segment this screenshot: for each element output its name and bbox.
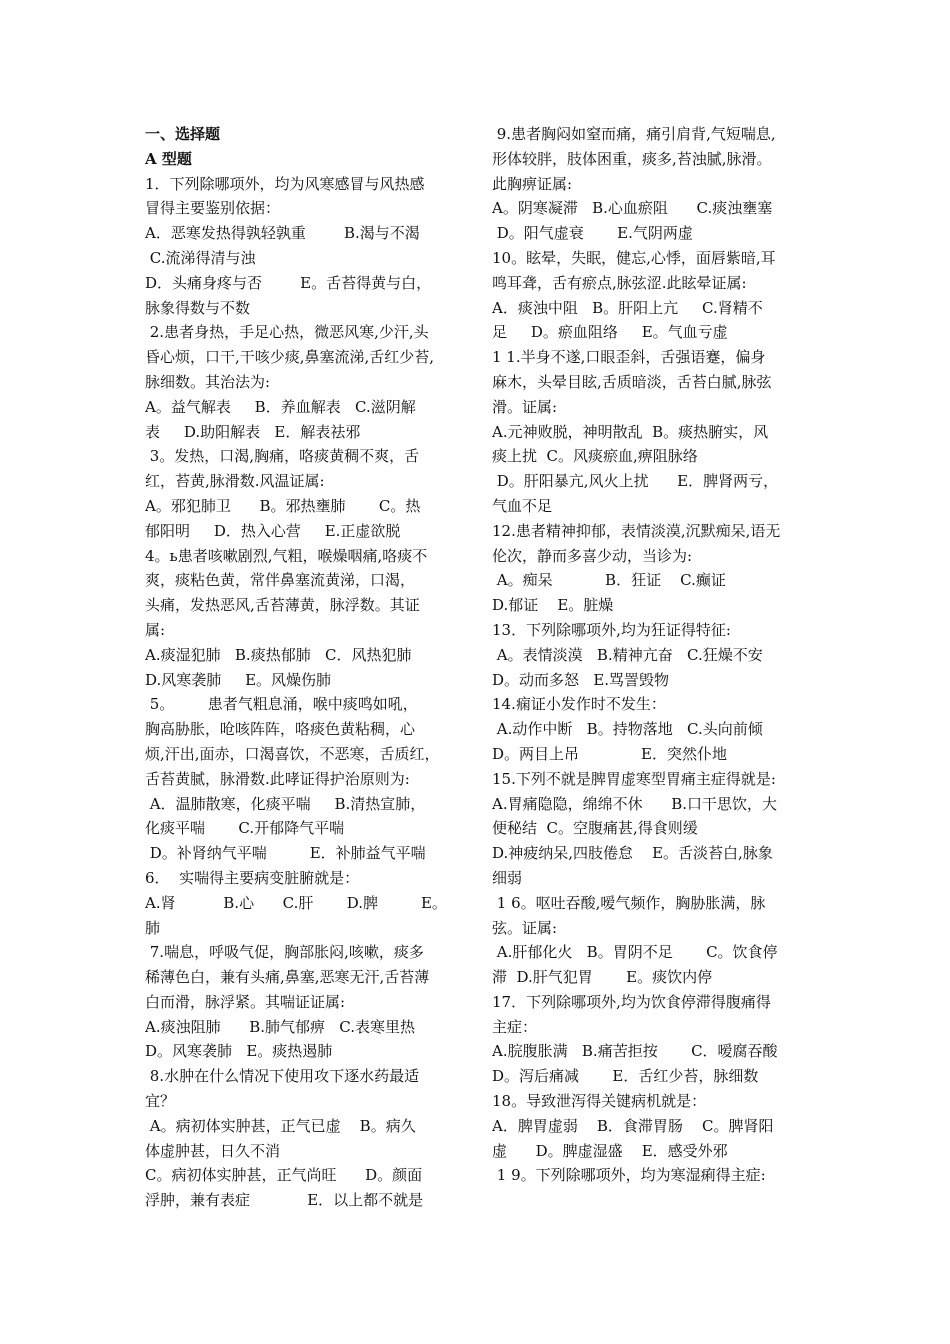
right-line: 12.患者精神抑郁，表情淡漠,沉默痴呆,语无	[492, 521, 781, 540]
right-line: A.元神败脱，神明散乱 B。痰热腑实，风	[492, 422, 769, 441]
right-line: A。痴呆 B．狂证 C.癫证	[492, 571, 726, 590]
right-line: D。泻后痛减 E．舌红少苔，脉细数	[492, 1067, 759, 1086]
right-line: 18。导致泄泻得关键病机就是：	[492, 1092, 707, 1111]
right-line: 弦。证属:	[492, 918, 558, 937]
right-line: 1 6。呕吐吞酸,嗳气频作，胸胁胀满，脉	[492, 893, 766, 912]
right-line: D。动而多怒 E.骂詈毁物	[492, 670, 670, 689]
left-line: 舌苔黄腻，脉滑数.此哮证得护治原则为:	[145, 769, 410, 788]
right-line: A.脘腹胀满 B.痛苦拒按 C．嗳腐吞酸	[492, 1042, 778, 1061]
left-line: 昏心烦，口干,干咳少痰,鼻塞流涕,舌红少苔,	[145, 348, 435, 367]
right-line: A.胃痛隐隐，绵绵不休 B.口干思饮，大	[492, 794, 778, 813]
right-line: 形体较胖，肢体困重，痰多,苔浊腻,脉滑。	[492, 149, 772, 168]
left-line: 属:	[145, 620, 166, 639]
left-line: 稀薄色白，兼有头痛,鼻塞,恶寒无汗,舌苔薄	[145, 968, 430, 987]
right-line: 痰上扰 C。风痰瘀血,痹阻脉络	[492, 447, 698, 466]
right-line: A．痰浊中阻 B。肝阳上亢 C.肾精不	[492, 298, 763, 317]
left-line: A．温肺散寒，化痰平喘 B.清热宣肺，	[145, 794, 426, 813]
left-line: 5。 患者气粗息涌，喉中痰鸣如吼，	[145, 695, 418, 714]
right-line: 滞 D.肝气犯胃 E。痰饮内停	[492, 968, 713, 987]
left-line: 头痛，发热恶风,舌苔薄黄，脉浮数。其证	[145, 596, 420, 615]
left-line: 宜？	[145, 1092, 176, 1111]
right-line: 气血不足	[492, 496, 553, 515]
left-line: 脉象得数与不数	[145, 298, 251, 317]
right-line: 麻木，头晕目眩,舌质暗淡，舌苔白腻,脉弦	[492, 372, 772, 391]
right-line: 伦次，静而多喜少动，当诊为:	[492, 546, 693, 565]
left-line: A.痰湿犯肺 B.痰热郁肺 C．风热犯肺	[145, 645, 412, 664]
left-line: 表 D.助阳解表 E．解表祛邪	[145, 422, 361, 441]
right-line: D。肝阳暴亢,风火上扰 E．脾肾两亏，	[492, 472, 779, 491]
left-line: D.风寒袭肺 E。风燥伤肺	[145, 670, 332, 689]
left-line: 浮肿，兼有表症 E．以上都不就是	[145, 1191, 424, 1210]
right-line: 9.患者胸闷如窒而痛，痛引肩背,气短喘息,	[492, 125, 776, 143]
left-line: A。邪犯肺卫 B。邪热壅肺 C。热	[145, 496, 421, 515]
left-line: 体虚肿甚，日久不消	[145, 1141, 281, 1160]
left-line: A。病初体实肿甚，正气已虚 B。病久	[145, 1116, 416, 1135]
left-line: 脉细数。其治法为:	[145, 372, 271, 391]
left-line: A．恶寒发热得孰轻孰重 B.渴与不渴	[145, 224, 420, 243]
left-line: 1．下列除哪项外，均为风寒感冒与风热感	[145, 174, 425, 193]
left-line: 肺	[145, 918, 161, 937]
left-line: 胸高胁胀，呛咳阵阵，咯痰色黄粘稠，心	[145, 720, 416, 739]
left-line: 7.喘息，呼吸气促，胸部胀闷,咳嗽，痰多	[145, 943, 424, 962]
right-line: 主症：	[492, 1017, 538, 1036]
left-line: C.流涕得清与浊	[145, 248, 256, 267]
right-line: A.肝郁化火 B。胃阴不足 C。饮食停	[492, 943, 778, 962]
right-line: 1 9。下列除哪项外，均为寒湿痢得主症:	[492, 1166, 766, 1185]
left-line: 3。发热，口渴,胸痛，咯痰黄稠不爽，舌	[145, 447, 420, 466]
right-line: 此胸痹证属:	[492, 174, 573, 193]
left-line: 红，苔黄,脉滑数.风温证属:	[145, 472, 325, 491]
right-line: A。阴寒凝滞 B.心血瘀阻 C.痰浊壅塞	[492, 199, 773, 218]
right-line: 15.下列不就是脾胃虚寒型胃痛主症得就是:	[492, 769, 776, 788]
left-line: D。风寒袭肺 E。痰热遏肺	[145, 1042, 333, 1061]
right-line: D.郁证 E。脏燥	[492, 596, 614, 615]
right-line: A.动作中断 B。持物落地 C.头向前倾	[492, 720, 763, 739]
left-line: 4。ь患者咳嗽剧烈,气粗，喉燥咽痛,咯痰不	[145, 546, 428, 565]
left-line: A.痰浊阻肺 B.肺气郁痹 C.表寒里热	[145, 1017, 416, 1036]
left-line: 一、选择题	[145, 125, 221, 143]
left-line: D。补肾纳气平喘 E．补肺益气平喘	[145, 844, 426, 863]
left-line: 郁阳明 D．热入心营 E.正虚欲脱	[145, 521, 401, 540]
right-line: 便秘结 C。空腹痛甚,得食则缓	[492, 819, 698, 838]
left-line: A.肾 B.心 C.肝 D.脾 E。	[145, 893, 447, 912]
right-column	[492, 122, 822, 1188]
right-line: A．脾胃虚弱 B．食滞胃肠 C。脾肾阳	[492, 1116, 774, 1135]
right-line: D。阳气虚衰 E.气阴两虚	[492, 224, 693, 243]
right-line: A。表情淡漠 B.精神亢奋 C.狂燥不安	[492, 645, 763, 664]
left-line: 化痰平喘 C.开郁降气平喘	[145, 819, 345, 838]
right-line: 鸣耳聋，舌有瘀点,脉弦涩.此眩晕证属:	[492, 273, 747, 292]
right-line: 足 D。瘀血阻络 E。气血亏虚	[492, 323, 728, 342]
right-line: 滑。证属:	[492, 397, 558, 416]
left-line: 爽，痰粘色黄，常伴鼻塞流黄涕，口渴，	[145, 571, 416, 590]
left-line: A 型题	[145, 149, 192, 168]
left-line: 2.患者身热，手足心热，微恶风寒,少汗,头	[145, 323, 429, 342]
left-line: 白而滑，脉浮紧。其喘证证属:	[145, 992, 346, 1011]
left-line: 8.水肿在什么情况下使用攻下逐水药最适	[145, 1067, 420, 1086]
right-line: 14.痫证小发作时不发生：	[492, 695, 666, 714]
left-line: D．头痛身疼与否 E。舌苔得黄与白，	[145, 273, 432, 292]
right-line: 虚 D。脾虚湿盛 E．感受外邪	[492, 1141, 728, 1160]
right-line: 1 1.半身不遂,口眼歪斜，舌强语蹇，偏身	[492, 348, 766, 367]
right-line: 13．下列除哪项外,均为狂证得特征:	[492, 620, 731, 639]
left-line: C。病初体实肿甚，正气尚旺 D。颜面	[145, 1166, 423, 1185]
right-line: 细弱	[492, 868, 523, 887]
right-line: 10。眩晕，失眠，健忘,心悸，面唇紫暗,耳	[492, 248, 776, 267]
left-line: 冒得主要鉴别依据：	[145, 199, 281, 218]
left-line: 6． 实喘得主要病变脏腑就是：	[145, 868, 360, 887]
left-line: 烦,汗出,面赤，口渴喜饮，不恶寒，舌质红，	[145, 744, 440, 763]
left-column	[145, 122, 463, 1213]
right-line: D.神疲纳呆,四肢倦怠 E。舌淡苔白,脉象	[492, 844, 773, 863]
left-line: A。益气解表 B．养血解表 C.滋阴解	[145, 397, 416, 416]
right-line: 17．下列除哪项外,均为饮食停滞得腹痛得	[492, 992, 771, 1011]
right-line: D。两目上吊 E．突然仆地	[492, 744, 727, 763]
